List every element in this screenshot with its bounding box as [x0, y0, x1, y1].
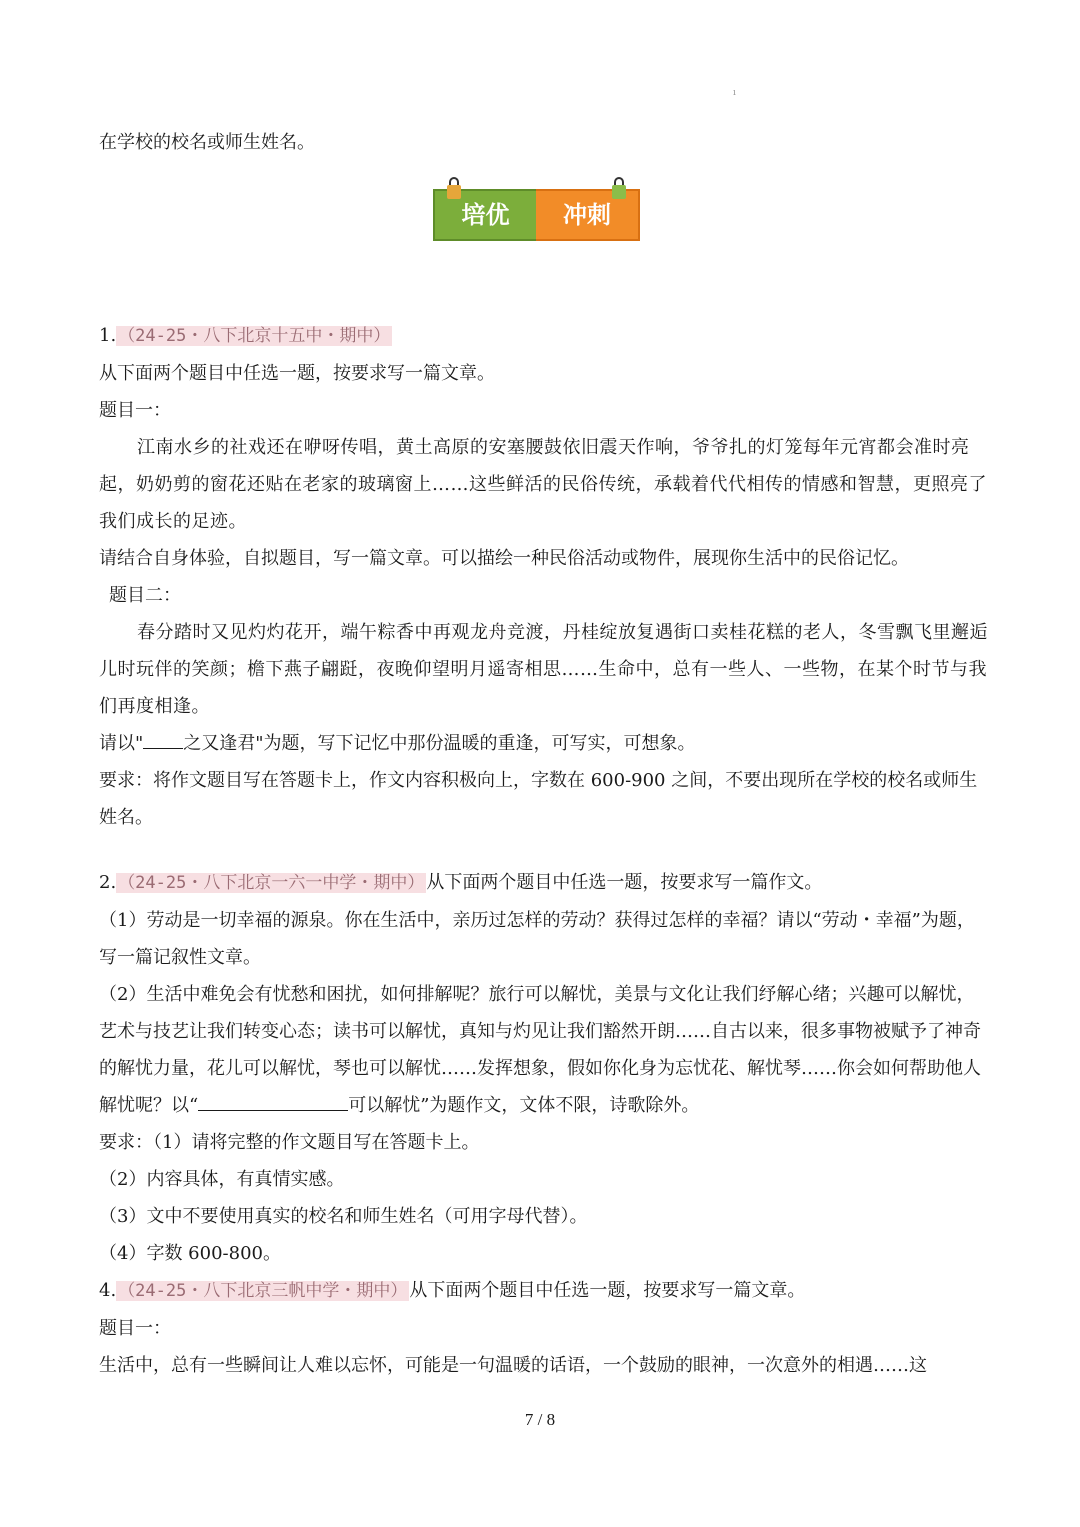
- topic-prompt: [99, 725, 989, 762]
- source-tag: （24-25・八下北京十五中・期中）: [118, 326, 391, 346]
- question-4-header: [99, 1272, 989, 1310]
- question-instruction: 从下面两个题目中任选一题，按要求写一篇文章。: [409, 1280, 806, 1301]
- source-tag: （24-25・八下北京三帆中学・期中）: [118, 1281, 408, 1301]
- scan-mark: ı: [733, 88, 736, 98]
- page-content: [99, 124, 989, 1384]
- binder-clip-icon: [612, 177, 626, 199]
- binder-clip-icon: [447, 177, 461, 199]
- option-text: （1）劳动是一切幸福的源泉。你在生活中，亲历过怎样的劳动？获得过怎样的幸福？请以“劳动・幸福”为题，写一篇记叙性文章。: [99, 910, 975, 968]
- requirement-text: （4）字数 600-800。: [99, 1243, 281, 1264]
- question-4: [99, 1272, 989, 1384]
- option-text-part: 可以解忧”为题作文，文体不限，诗歌除外。: [348, 1095, 700, 1116]
- section-banner-area: [99, 161, 989, 317]
- fill-blank: [198, 1090, 348, 1111]
- option-text: [99, 976, 989, 1124]
- question-instruction: 从下面两个题目中任选一题，按要求写一篇作文。: [426, 872, 823, 893]
- question-1-header: [99, 317, 989, 355]
- topic-paragraph: 春分踏时又见灼灼花开，端午粽香中再观龙舟竞渡，丹桂绽放复遇街口卖桂花糕的老人，冬雪飘飞里邂逅儿时玩伴的笑颜；檐下燕子翩跹，夜晚仰望明月遥寄相思……生命中，总有一些人、一些物，在某个时节与我们再度相逢。: [99, 622, 988, 717]
- prompt-text: 请以": [99, 733, 144, 754]
- requirement-text: 要求：将作文题目写在答题卡上，作文内容积极向上，字数在 600-900 之间，不要出现所在学校的校名或师生姓名。: [99, 770, 978, 828]
- requirement-text: （3）文中不要使用真实的校名和师生姓名（可用字母代替）。: [99, 1206, 588, 1227]
- question-number: 1.: [99, 325, 117, 346]
- source-tag: （24-25・八下北京一六一中学・期中）: [118, 873, 425, 893]
- section-banner: [433, 189, 640, 241]
- requirement-text: 要求：（1）请将完整的作文题目写在答题卡上。: [99, 1132, 480, 1153]
- banner-left-label: 培优: [433, 189, 536, 241]
- question-2-header: [99, 864, 989, 902]
- intro-line: 在学校的校名或师生姓名。: [99, 132, 315, 153]
- topic-prompt: 请结合自身体验，自拟题目，写一篇文章。可以描绘一种民俗活动或物件，展现你生活中的民俗记忆。: [99, 548, 909, 569]
- requirement-text: （2）内容具体，有真情实感。: [99, 1169, 345, 1190]
- banner-right-label: 冲刺: [536, 189, 640, 241]
- question-1: [99, 317, 989, 836]
- question-number: 4.: [99, 1280, 117, 1301]
- option-text-part: （2）生活中难免会有忧愁和困扰，如何排解呢？旅行可以解忧，美景与文化让我们纾解心绪；兴趣可以解忧，艺术与技艺让我们转变心态；读书可以解忧，真知与灼见让我们豁然开朗……自古以来，很多事物被赋予了神奇的解忧力量，花儿可以解忧，琴也可以解忧……发挥想象，假如你化身为忘忧花、解忧琴……你会如何帮助他人解忧呢？以“: [99, 984, 981, 1116]
- topic-label: 题目一：: [99, 400, 171, 421]
- topic-label: 题目一：: [99, 1318, 171, 1339]
- question-number: 2.: [99, 872, 117, 893]
- topic-paragraph: 生活中，总有一些瞬间让人难以忘怀，可能是一句温暖的话语，一个鼓励的眼神，一次意外的相遇……这: [99, 1355, 927, 1376]
- page-number: 7 / 8: [524, 1410, 556, 1429]
- topic-label: 题目二：: [109, 585, 181, 606]
- question-2: [99, 864, 989, 1272]
- prompt-text: 之又逢君"为题，写下记忆中那份温暖的重逢，可写实，可想象。: [183, 733, 696, 754]
- question-instruction: 从下面两个题目中任选一题，按要求写一篇文章。: [99, 363, 495, 384]
- topic-paragraph: 江南水乡的社戏还在咿呀传唱，黄土高原的安塞腰鼓依旧震天作响，爷爷扎的灯笼每年元宵都会准时亮起，奶奶剪的窗花还贴在老家的玻璃窗上……这些鲜活的民俗传统，承载着代代相传的情感和智慧，更照亮了我们成长的足迹。: [99, 437, 987, 532]
- fill-blank: [143, 728, 183, 749]
